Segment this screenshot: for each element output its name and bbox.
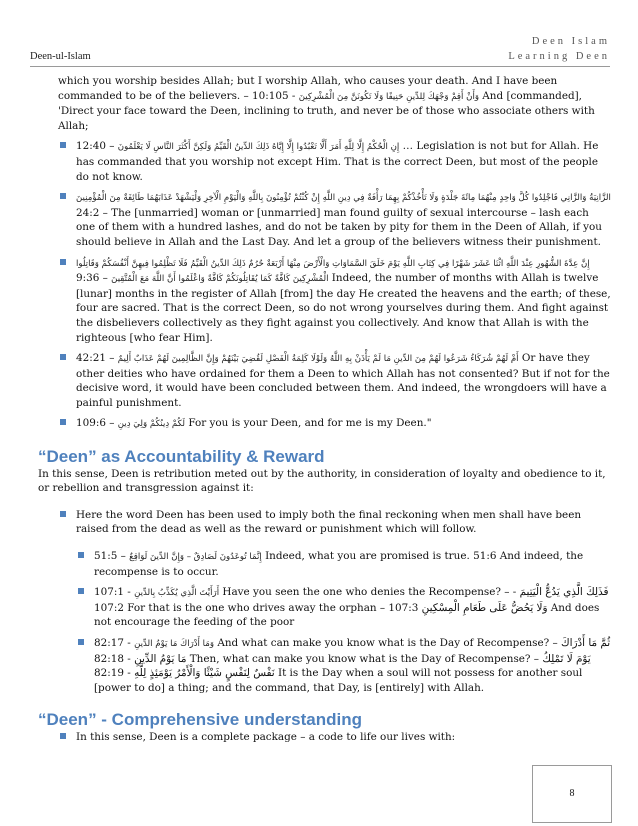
continuation-text-pre: which you worship besides Allah; but I worship Allah, who causes your death. And I have been commanded to be of the believers. – [58,75,558,102]
verse-translation: – 24:2 The [unmarried] woman or [unmarried] man found guilty of sexual intercourse – lash each one of them with a hundred lashes, and do not be taken by pity for them in the Deen of Allah, if you should believe in Allah and the Last Day. And let a group of the believers witness their punishment. [76,206,602,248]
explanation-item [58,730,611,745]
arabic-verse: إِنَّمَا تُوعَدُونَ لَصَادِقٌ – وَإِنَّ الدِّينَ لَوَاقِعٌ [129,552,262,563]
square-bullet-icon [60,142,66,148]
square-bullet-icon [60,259,66,265]
section-intro: In this sense, Deen is retribution meted out by the authority, in consideration of loyalty and obedience to it, or rebellion and transgression against it: [38,467,606,495]
verse-item [58,416,611,432]
verse-translation: – 12:40 … Legislation is not but for Allah. He has commanded that you worship not except Him. That is the correct Deen, but most of the people do not know. [76,140,599,183]
arabic-verse: أَمْ لَهُمْ شُرَكَاءُ شَرَعُوا لَهُمْ مِنَ الدِّينِ مَا لَمْ يَأْذَنْ بِهِ اللَّهُ وَلَوْلَا كَلِمَةُ الْفَصْلِ لَقُضِيَ بَيْنَهُمْ وَإِنَّ الظَّالِمِينَ لَهُمْ عَذَابٌ أَلِيمٌ [117,354,519,365]
arabic-verse: الزَّانِيَةُ وَالزَّانِي فَاجْلِدُوا كُلَّ وَاحِدٍ مِنْهُمَا مِائَةَ جَلْدَةٍ وَلَا تَأْخُذْكُمْ بِهِمَا رَأْفَةٌ فِي دِينِ اللَّهِ إِنْ كُنْتُمْ تُؤْمِنُونَ بِاللَّهِ وَالْيَوْمِ الْآخِرِ وَلْيَشْهَدْ عَذَابَهُمَا طَائِفَةٌ مِنَ الْمُؤْمِنِينَ [76,193,611,204]
continuation-paragraph [58,74,611,133]
header-subtitle: Learning Deen [508,51,610,62]
square-bullet-icon [60,419,66,425]
arabic-verse: لَكُمْ دِينُكُمْ وَلِيَ دِينِ [117,419,186,430]
page-number: 8 [569,788,575,799]
verse-item [76,585,611,630]
arabic-verse: وَمَا أَدْرَاكَ مَا يَوْمُ الدِّينِ [134,639,215,649]
header-left-label: Deen-ul-Islam [30,51,91,62]
verse-translation: – 51:5 Indeed, what you are promised is true. 51:6 And indeed, the recompense is to occur. [94,550,584,578]
arabic-verse: إِنَّ عِدَّةَ الشُّهُورِ عِنْدَ اللَّهِ اثْنَا عَشَرَ شَهْرًا فِي كِتَابِ اللَّهِ يَوْمَ خَلَقَ السَّمَاوَاتِ وَالْأَرْضَ مِنْهَا أَرْبَعَةٌ حُرُمٌ ذَلِكَ الدِّينُ الْقَيِّمُ فَلَا تَظْلِمُوا فِيهِنَّ أَنْفُسَكُمْ وَقَاتِلُوا الْمُشْرِكِينَ كَافَّةً كَمَا يُقَاتِلُونَكُمْ كَافَّةً وَاعْلَمُوا أَنَّ اللَّهَ مَعَ الْمُتَّقِينَ [76,258,590,285]
header-title: Deen Islam [531,36,610,47]
explanation-text: In this sense, Deen is a complete package – a code to life our lives with: [76,730,456,743]
header-divider [30,66,610,67]
verse-item [76,549,611,579]
arabic-verse: أَرَأَيْتَ الَّذِي يُكَذِّبُ بِالدِّينِ [134,588,220,599]
arabic-verse: وَأَنْ أَقِمْ وَجْهَكَ لِلدِّينِ حَنِيفًا وَلَا تَكُونَنَّ مِنَ الْمُشْرِكِينَ [298,91,479,102]
continuation-text-post: - 10:105 And [commanded], 'Direct your face toward the Deen, inclining to truth, and never be of those who associate others with Allah; [58,89,595,132]
square-bullet-icon [78,552,84,558]
verse-item [58,139,611,184]
verse-translation: – 9:36 Indeed, the number of months with Allah is twelve [lunar] months in the register of Allah [from] the day He created the heavens and the earth; of these, four are sacred. That is the correct Deen, so do not wrong yourselves during them. And fight against the disbelievers collectively as they fight against you collectively. And know that Allah is with the righteous [who fear Him]. [76,272,611,344]
page-number-box [532,765,612,823]
square-bullet-icon [60,354,66,360]
verse-item [58,351,611,410]
square-bullet-icon [78,639,84,645]
page-content [38,74,611,745]
verse-item [76,636,611,695]
explanation-text: Here the word Deen has been used to imply both the final reckoning when men shall have been raised from the dead as well as the reward or punishment which will follow. [76,508,582,536]
header-title-block [508,34,610,64]
verse-item [58,190,611,249]
verse-item [58,256,611,346]
square-bullet-icon [60,733,66,739]
verse-translation: – 42:21 Or have they other deities who have ordained for them a Deen to which Allah has not consented? But if not for the decisive word, it would have been concluded between them. And indeed, the wrongdoers will have a painful punishment. [76,352,610,409]
section-heading: “Deen” as Accountability & Reward [38,447,325,467]
square-bullet-icon [78,588,84,594]
verse-translation: - 107:1 Have you seen the one who denies the Recompense? – فَذَلِكَ الَّذِي يَدُعُّ الْيَتِيمَ - 107:2 For that is the one who drives away the orphan – وَلَا يَحُضُّ عَلَى طَعَامِ الْمِسْكِينِ 107:3 And does not encourage the feeding of the poor [94,586,609,629]
verse-translation: – 109:6 For you is your Deen, and for me is my Deen." [76,417,432,430]
section-heading: “Deen” - Comprehensive understanding [38,710,362,730]
square-bullet-icon [60,193,66,199]
explanation-item [58,508,611,537]
arabic-verse: إِنِ الْحُكْمُ إِلَّا لِلَّهِ أَمَرَ أَلَّا تَعْبُدُوا إِلَّا إِيَّاهُ ذَلِكَ الدِّينُ الْقَيِّمُ وَلَكِنَّ أَكْثَرَ النَّاسِ لَا يَعْلَمُونَ [117,142,400,153]
square-bullet-icon [60,511,66,517]
verse-translation: - 82:17 And what can make you know what is the Day of Recompense? – ثُمَّ مَا أَدْرَاكَ مَا يَوْمُ الدِّينِ - 82:18 Then, what can make you know what is the Day of Recompense? – يَوْمَ لَا تَمْلِكُ نَفْسٌ لِنَفْسٍ شَيْئًا وَالْأَمْرُ يَوْمَئِذٍ لِلَّهِ - 82:19 It is the Day when a soul will not possess for another soul [power to do] a thing; and the command, that Day, is [entirely] with Allah. [94,637,611,694]
